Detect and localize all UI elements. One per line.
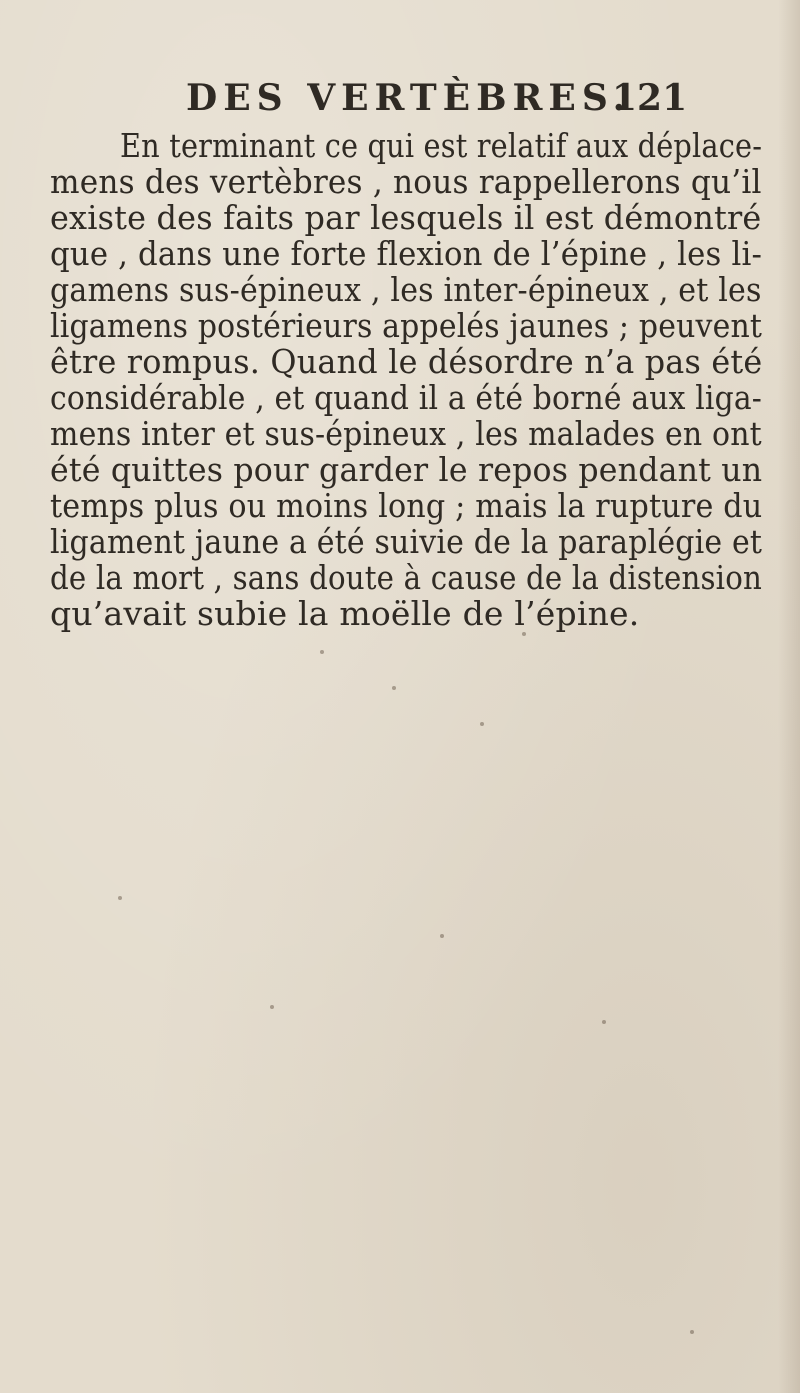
page-edge-shadow <box>778 0 800 1393</box>
paper-speck <box>440 934 444 938</box>
paper-speck <box>690 1330 694 1334</box>
paper-speck <box>602 1020 606 1024</box>
text-line: existe des faits par lesquels il est démontré <box>50 198 762 237</box>
text-line: être rompus. Quand le désordre n’a pas été <box>50 342 763 381</box>
paper-speck <box>270 1005 274 1009</box>
text-line: ligament jaune a été suivie de la paraplégie et <box>50 522 763 561</box>
text-line: qu’avait subie la moëlle de l’épine. <box>50 594 640 633</box>
running-title: DES VERTÈBRES. <box>186 77 632 119</box>
paper-speck <box>118 896 122 900</box>
text-line: ligamens postérieurs appelés jaunes ; peuvent <box>50 306 763 345</box>
page-header <box>0 76 800 120</box>
paper-speck <box>392 686 396 690</box>
text-line: considérable , et quand il a été borné aux liga- <box>50 378 763 417</box>
page-number: 121 <box>612 77 688 119</box>
text-line: En terminant ce qui est relatif aux déplace- <box>120 126 763 165</box>
text-line: mens inter et sus-épineux , les malades en ont <box>50 414 762 453</box>
paper-speck <box>320 650 324 654</box>
paper-speck <box>480 722 484 726</box>
paper-speck <box>522 632 526 636</box>
text-line: temps plus ou moins long ; mais la rupture du <box>50 486 763 525</box>
text-line: mens des vertèbres , nous rappellerons qu’il <box>50 162 762 201</box>
text-line: que , dans une forte flexion de l’épine , les li- <box>50 234 763 273</box>
text-line: été quittes pour garder le repos pendant un <box>50 450 763 489</box>
text-line: gamens sus-épineux , les inter-épineux , et les <box>50 270 762 309</box>
text-line: de la mort , sans doute à cause de la distension <box>50 558 762 597</box>
